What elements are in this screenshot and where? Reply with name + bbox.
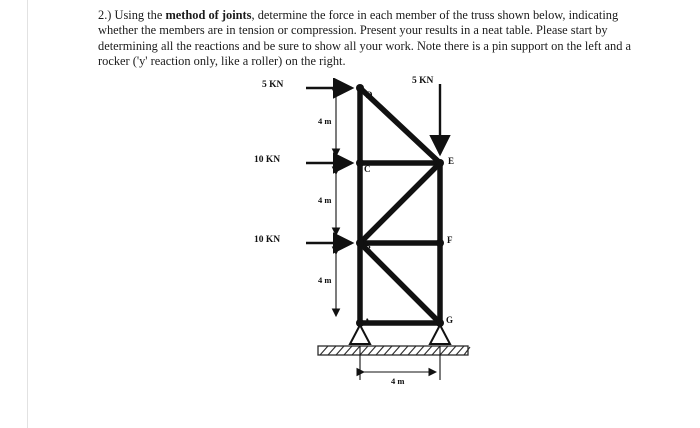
load-label-mid-upper-left: 10 KN bbox=[254, 155, 281, 165]
load-label-mid-lower-left: 10 KN bbox=[254, 235, 281, 245]
joint-label-F: F bbox=[447, 235, 453, 245]
dim-label-vertical-middle: 4 m bbox=[318, 195, 332, 205]
load-label-top-right: 5 KN bbox=[412, 76, 434, 86]
problem-statement bbox=[98, 8, 638, 70]
joint-label-E: E bbox=[448, 156, 455, 166]
problem-text-bold: method of joints bbox=[165, 8, 252, 22]
problem-text-part2: , determine the force in each member of the truss shown below, indicating whether the members are in tension or compression. Present your results in a neat table. Please start by determining all the reactions and be sure to show all your work. Note there is a pin support on the left and a rocker ('y' reaction only, like a roller) on the right. bbox=[98, 8, 631, 69]
dim-label-horizontal-span: 4 m bbox=[391, 376, 405, 386]
problem-text-part1: 2.) Using the bbox=[98, 8, 166, 22]
joint-label-D: D bbox=[366, 90, 373, 100]
page-edge-divider bbox=[27, 0, 28, 428]
truss-figure bbox=[240, 78, 540, 398]
page-left-margin bbox=[0, 0, 28, 428]
joint-label-A: A bbox=[364, 317, 371, 327]
joint-label-B: B bbox=[365, 244, 372, 254]
dim-label-vertical-bottom: 4 m bbox=[318, 275, 332, 285]
joint-label-C: C bbox=[364, 164, 371, 174]
truss-diagram-svg bbox=[240, 78, 540, 398]
load-label-top-left: 5 KN bbox=[262, 80, 284, 90]
dim-label-vertical-top: 4 m bbox=[318, 116, 332, 126]
joint-label-G: G bbox=[446, 315, 454, 325]
